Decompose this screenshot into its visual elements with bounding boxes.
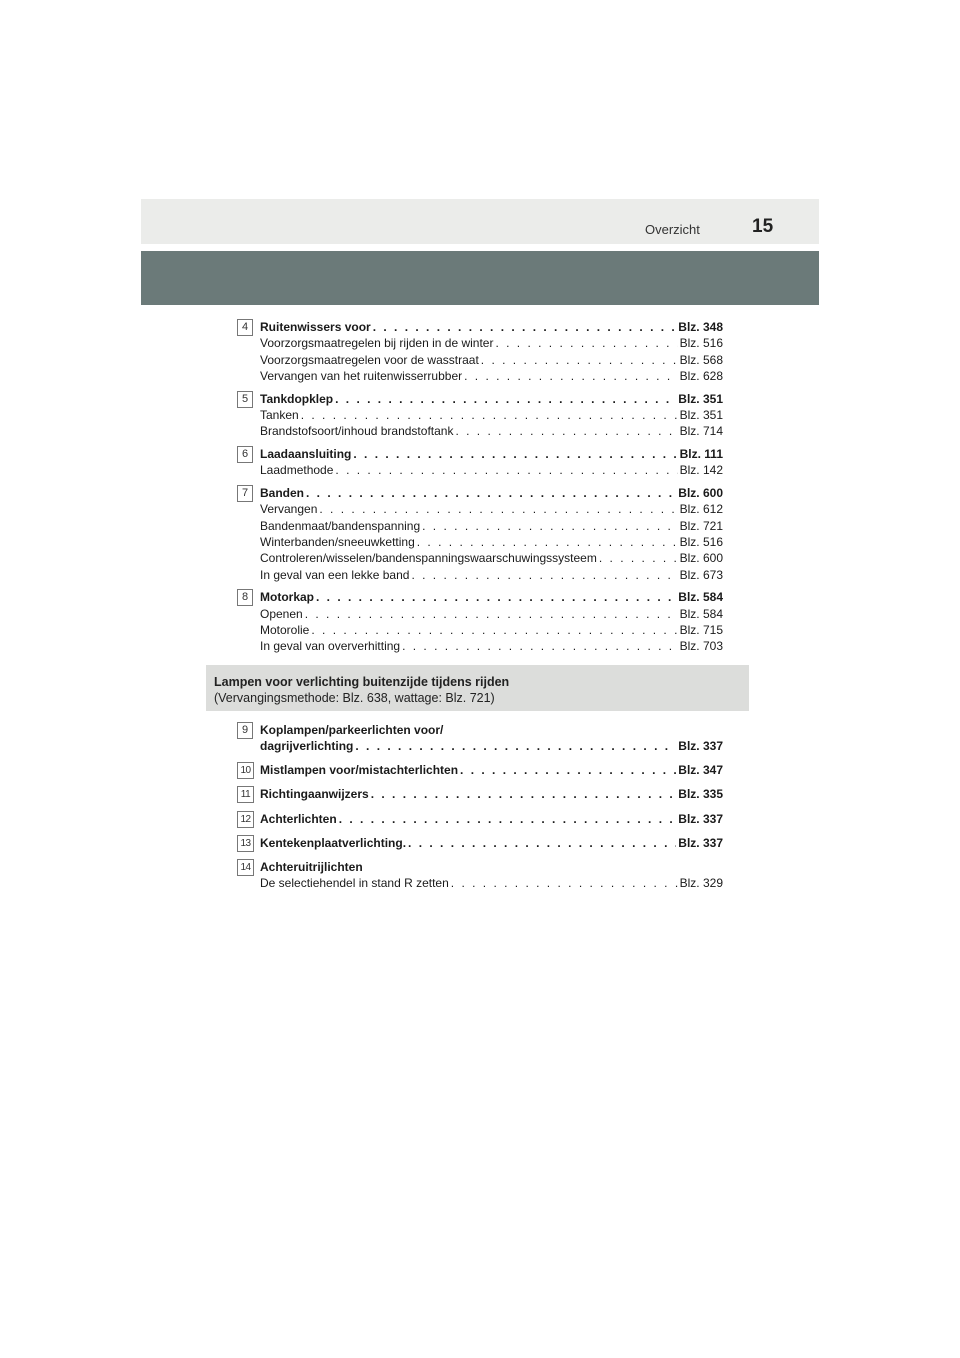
toc-main-line-label: Motorkap <box>260 590 314 605</box>
dot-leader <box>411 567 677 583</box>
toc-sub-line-page-ref: Blz. 600 <box>679 551 723 566</box>
toc-sub-line-label: Laadmethode <box>260 463 334 478</box>
callout-number: 11 <box>237 786 254 803</box>
callout-number: 4 <box>237 319 253 336</box>
toc-main-line-label: Mistlampen voor/mistachterlichten <box>260 763 459 778</box>
toc-sub-line-page-ref: Blz. 329 <box>679 876 723 891</box>
toc-sub-line-label: Voorzorgsmaatregelen voor de wasstraat <box>260 352 479 367</box>
dot-leader <box>335 462 677 478</box>
toc-sub-line[interactable] <box>260 462 723 478</box>
toc-entry-heading: Koplampen/parkeerlichten voor/ <box>260 723 444 737</box>
toc-sub-line-page-ref: Blz. 516 <box>679 535 723 550</box>
toc-sub-line-label: Openen <box>260 606 303 621</box>
toc-main-line-page-ref: Blz. 111 <box>679 447 723 462</box>
toc-sub-line-label: Winterbanden/sneeuwketting <box>260 535 415 550</box>
toc-main-line[interactable] <box>260 835 723 851</box>
toc-main-line-page-ref: Blz. 348 <box>678 320 723 334</box>
toc-sub-line-label: Motorolie <box>260 623 310 638</box>
toc-entry <box>237 835 723 851</box>
toc-main-line-label: dagrijverlichting <box>260 739 354 754</box>
toc-sub-line-page-ref: Blz. 714 <box>679 424 723 439</box>
header-bar <box>141 199 819 244</box>
toc-sub-line[interactable] <box>260 567 723 583</box>
dot-leader <box>455 423 677 439</box>
toc-sub-line[interactable] <box>260 352 723 368</box>
toc-group-exterior <box>237 319 723 661</box>
toc-sub-line-page-ref: Blz. 721 <box>679 518 723 533</box>
toc-main-line[interactable] <box>260 738 723 754</box>
toc-entry <box>237 786 723 802</box>
toc-main-line-page-ref: Blz. 351 <box>678 391 723 406</box>
toc-sub-line-page-ref: Blz. 715 <box>679 623 723 638</box>
dot-leader <box>599 550 678 566</box>
toc-main-line-label: Kentekenplaatverlichting. <box>260 835 407 850</box>
header-band <box>141 251 819 305</box>
callout-number: 5 <box>237 391 253 408</box>
dot-leader <box>305 606 678 622</box>
dot-leader <box>402 638 678 654</box>
toc-main-line-label: Richtingaanwijzers <box>260 787 369 802</box>
toc-entry <box>237 391 723 440</box>
toc-main-line[interactable] <box>260 811 723 827</box>
page-number: 15 <box>752 216 774 237</box>
toc-main-line[interactable] <box>260 446 723 462</box>
toc-sub-line-page-ref: Blz. 703 <box>679 639 723 654</box>
dot-leader <box>316 589 676 605</box>
toc-entry <box>237 811 723 827</box>
dot-leader <box>353 446 677 462</box>
toc-sub-line[interactable] <box>260 501 723 517</box>
toc-sub-line-label: Controleren/wisselen/bandenspanningswaarschuwingssysteem <box>260 551 597 566</box>
dot-leader <box>335 391 676 407</box>
toc-sub-line[interactable] <box>260 606 723 622</box>
dot-leader <box>311 622 677 638</box>
callout-number: 12 <box>237 811 254 828</box>
toc-sub-line[interactable] <box>260 550 723 566</box>
dot-leader <box>408 835 676 851</box>
dot-leader <box>301 407 678 423</box>
toc-sub-line[interactable] <box>260 335 723 351</box>
dot-leader <box>373 319 677 335</box>
toc-main-line-page-ref: Blz. 337 <box>678 811 723 826</box>
callout-number: 6 <box>237 446 253 463</box>
toc-main-line-label: Achterlichten <box>260 811 337 826</box>
toc-sub-line[interactable] <box>260 875 723 891</box>
toc-sub-line[interactable] <box>260 534 723 550</box>
toc-main-line-page-ref: Blz. 337 <box>678 835 723 850</box>
toc-group-lamps <box>237 722 723 899</box>
section-subtitle: (Vervangingsmethode: Blz. 638, wattage: Blz. 721) <box>214 691 495 705</box>
dot-leader <box>417 534 678 550</box>
toc-main-line-page-ref: Blz. 347 <box>678 763 723 778</box>
toc-sub-line-label: Tanken <box>260 407 299 422</box>
toc-main-line-label: Banden <box>260 486 305 501</box>
toc-main-line-page-ref: Blz. 335 <box>678 787 723 802</box>
toc-sub-line-page-ref: Blz. 584 <box>679 606 723 621</box>
toc-sub-line[interactable] <box>260 423 723 439</box>
callout-number: 14 <box>237 859 254 876</box>
toc-sub-line-page-ref: Blz. 628 <box>679 368 723 383</box>
toc-entry <box>237 485 723 583</box>
toc-main-line-page-ref: Blz. 584 <box>678 590 723 605</box>
dot-leader <box>464 368 678 384</box>
toc-main-line[interactable] <box>260 786 723 802</box>
toc-sub-line-label: De selectiehendel in stand R zetten <box>260 876 449 891</box>
section-header-title: Overzicht <box>645 222 700 237</box>
callout-number: 7 <box>237 485 253 502</box>
toc-sub-line[interactable] <box>260 518 723 534</box>
toc-entry <box>237 446 723 479</box>
toc-main-line[interactable] <box>260 589 723 605</box>
section-title: Lampen voor verlichting buitenzijde tijdens rijden <box>214 675 510 689</box>
toc-main-line[interactable] <box>260 762 723 778</box>
dot-leader <box>451 875 678 891</box>
toc-entry <box>237 762 723 778</box>
toc-main-line[interactable] <box>260 319 723 335</box>
dot-leader <box>422 518 678 534</box>
dot-leader <box>339 811 677 827</box>
toc-sub-line-label: Bandenmaat/bandenspanning <box>260 518 421 533</box>
toc-sub-line-page-ref: Blz. 351 <box>679 407 723 422</box>
toc-entry-heading: Achteruitrijlichten <box>260 859 363 874</box>
toc-sub-line-page-ref: Blz. 612 <box>679 502 723 517</box>
dot-leader <box>355 738 676 754</box>
toc-main-line-page-ref: Blz. 600 <box>678 486 723 501</box>
toc-sub-line-page-ref: Blz. 142 <box>679 463 723 478</box>
dot-leader <box>319 501 677 517</box>
toc-sub-line[interactable] <box>260 407 723 423</box>
toc-main-line-label: Tankdopklep <box>260 391 334 406</box>
dot-leader <box>306 485 676 501</box>
toc-sub-line-page-ref: Blz. 516 <box>679 336 723 351</box>
toc-entry <box>237 589 723 654</box>
callout-number: 10 <box>237 762 254 779</box>
toc-sub-line-page-ref: Blz. 673 <box>679 567 723 582</box>
toc-sub-line[interactable] <box>260 638 723 654</box>
toc-sub-line[interactable] <box>260 368 723 384</box>
dot-leader <box>495 335 677 351</box>
toc-sub-line-label: In geval van oververhitting <box>260 639 401 654</box>
toc-main-line-page-ref: Blz. 337 <box>678 739 723 754</box>
callout-number: 8 <box>237 589 253 606</box>
toc-entry <box>237 722 723 755</box>
dot-leader <box>371 786 677 802</box>
toc-entry <box>237 859 723 892</box>
toc-sub-line-label: Voorzorgsmaatregelen bij rijden in de winter <box>260 336 494 351</box>
toc-sub-line-label: Vervangen van het ruitenwisserrubber <box>260 368 463 383</box>
toc-main-line-label: Ruitenwissers voor <box>260 320 371 334</box>
toc-sub-line[interactable] <box>260 622 723 638</box>
toc-main-line[interactable] <box>260 485 723 501</box>
toc-sub-line-page-ref: Blz. 568 <box>679 352 723 367</box>
toc-main-line-label: Laadaansluiting <box>260 447 352 462</box>
toc-main-line[interactable] <box>260 391 723 407</box>
toc-sub-line-label: Brandstofsoort/inhoud brandstoftank <box>260 424 454 439</box>
toc-sub-line-label: Vervangen <box>260 502 318 517</box>
callout-number: 9 <box>237 722 253 739</box>
toc-entry <box>237 319 723 384</box>
dot-leader <box>481 352 678 368</box>
toc-sub-line-label: In geval van een lekke band <box>260 567 410 582</box>
callout-number: 13 <box>237 835 254 852</box>
dot-leader <box>460 762 676 778</box>
